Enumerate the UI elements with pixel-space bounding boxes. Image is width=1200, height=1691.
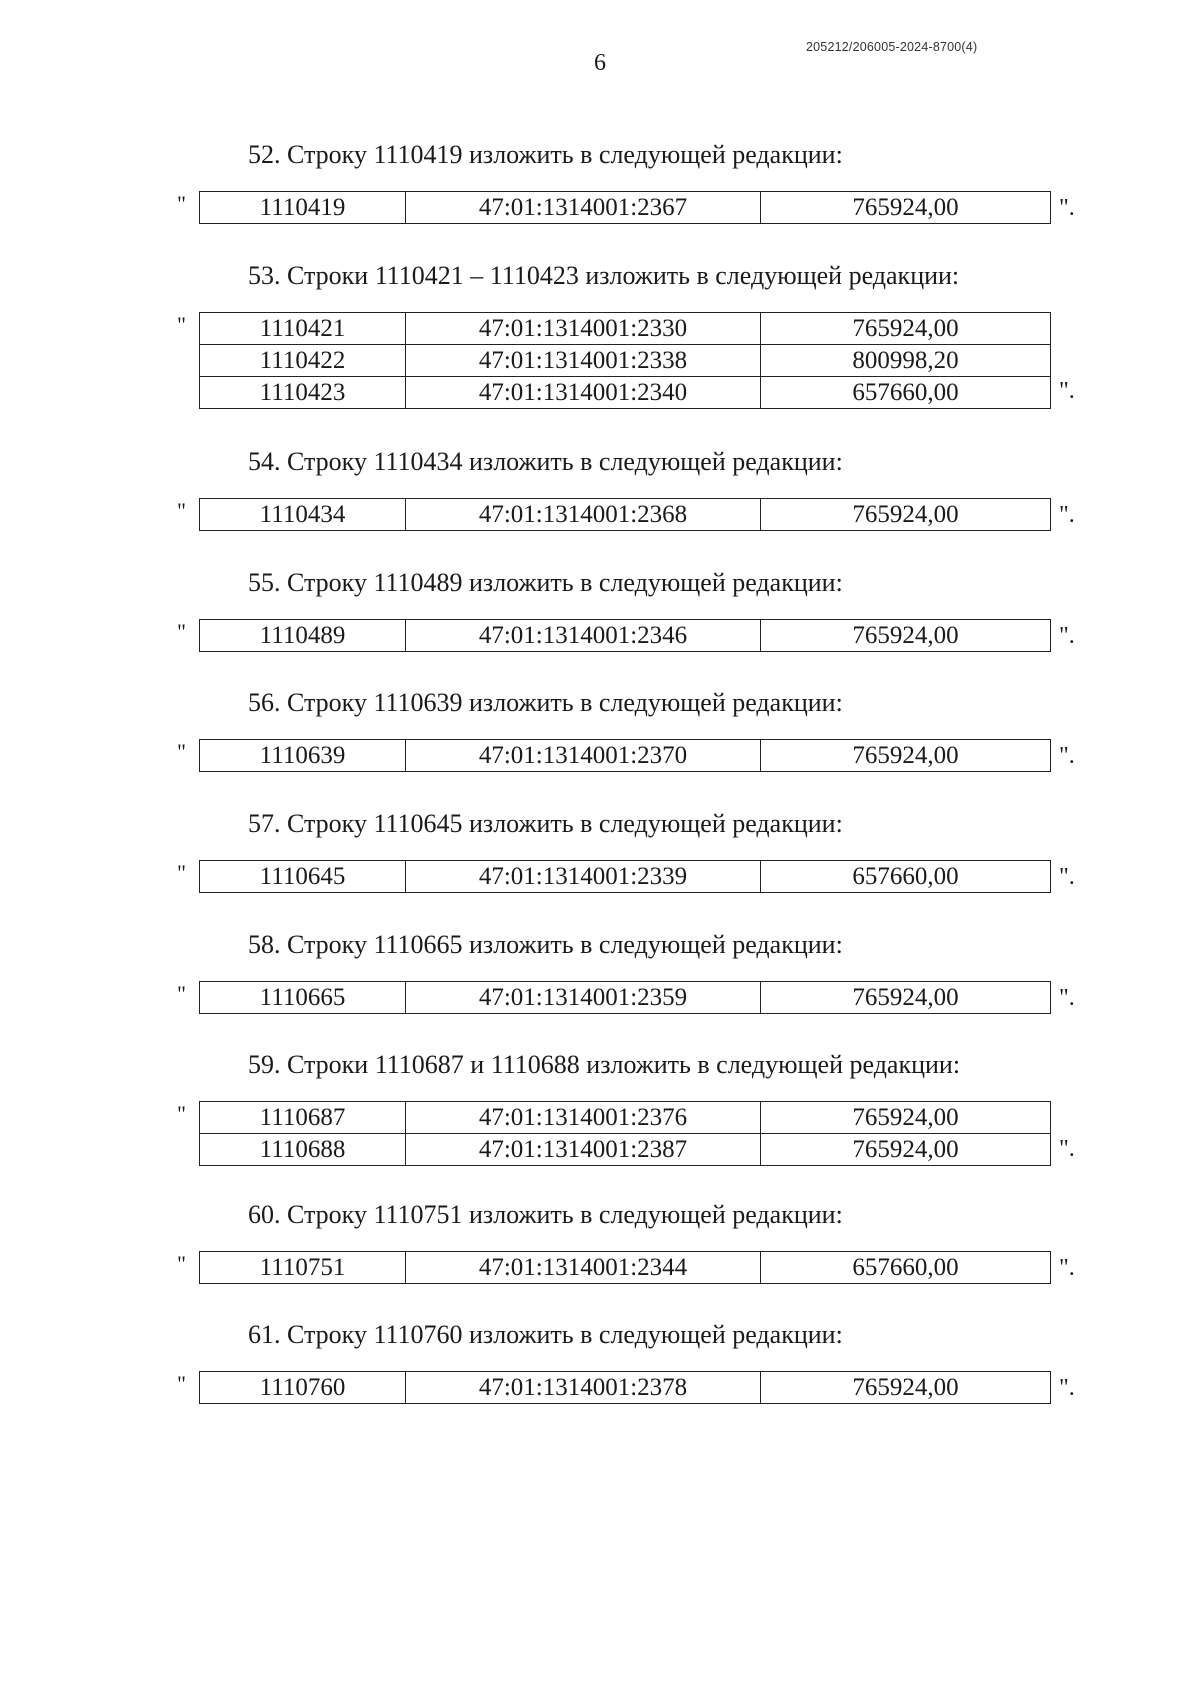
value-cell: 765924,00 [761, 313, 1051, 345]
cadastral-number-cell: 47:01:1314001:2340 [406, 377, 761, 409]
cadastral-number-cell: 47:01:1314001:2338 [406, 345, 761, 377]
row-code-cell: 1110645 [200, 861, 406, 893]
row-code-cell: 1110419 [200, 192, 406, 224]
table-row [200, 1252, 1051, 1284]
amendment-instruction: 52. Строку 1110419 изложить в следующей редакции: [248, 140, 843, 169]
table-row [200, 313, 1051, 345]
amendment-table [199, 619, 1051, 652]
closing-quote: ". [1059, 195, 1075, 221]
cadastral-number-cell: 47:01:1314001:2346 [406, 620, 761, 652]
closing-quote: ". [1059, 1255, 1075, 1281]
value-cell: 765924,00 [761, 1134, 1051, 1166]
opening-quote: " [177, 739, 186, 764]
opening-quote: " [177, 1101, 186, 1126]
opening-quote: " [177, 981, 186, 1006]
amendment-table [199, 1371, 1051, 1404]
cadastral-number-cell: 47:01:1314001:2367 [406, 192, 761, 224]
row-code-cell: 1110489 [200, 620, 406, 652]
amendment-instruction: 58. Строку 1110665 изложить в следующей редакции: [248, 930, 843, 959]
row-code-cell: 1110751 [200, 1252, 406, 1284]
opening-quote: " [177, 498, 186, 523]
closing-quote: ". [1059, 502, 1075, 528]
table-row [200, 1372, 1051, 1404]
table-row [200, 740, 1051, 772]
cadastral-number-cell: 47:01:1314001:2376 [406, 1102, 761, 1134]
amendment-instruction: 61. Строку 1110760 изложить в следующей редакции: [248, 1320, 843, 1349]
cadastral-number-cell: 47:01:1314001:2344 [406, 1252, 761, 1284]
amendment-instruction: 60. Строку 1110751 изложить в следующей редакции: [248, 1200, 843, 1229]
closing-quote: ". [1059, 864, 1075, 890]
amendment-instruction: 55. Строку 1110489 изложить в следующей редакции: [248, 568, 843, 597]
cadastral-number-cell: 47:01:1314001:2359 [406, 982, 761, 1014]
table-row [200, 499, 1051, 531]
amendment-table [199, 1101, 1051, 1166]
amendment-instruction: 53. Строки 1110421 – 1110423 изложить в следующей редакции: [248, 261, 960, 290]
table-row [200, 982, 1051, 1014]
opening-quote: " [177, 860, 186, 885]
opening-quote: " [177, 1251, 186, 1276]
amendment-table [199, 981, 1051, 1014]
closing-quote: ". [1059, 743, 1075, 769]
value-cell: 765924,00 [761, 1102, 1051, 1134]
table-row [200, 192, 1051, 224]
amendment-table [199, 312, 1051, 409]
row-code-cell: 1110760 [200, 1372, 406, 1404]
value-cell: 657660,00 [761, 861, 1051, 893]
row-code-cell: 1110423 [200, 377, 406, 409]
row-code-cell: 1110421 [200, 313, 406, 345]
value-cell: 657660,00 [761, 1252, 1051, 1284]
value-cell: 765924,00 [761, 499, 1051, 531]
table-row [200, 861, 1051, 893]
row-code-cell: 1110687 [200, 1102, 406, 1134]
table-row [200, 377, 1051, 409]
amendment-instruction: 59. Строки 1110687 и 1110688 изложить в следующей редакции: [248, 1050, 961, 1079]
cadastral-number-cell: 47:01:1314001:2378 [406, 1372, 761, 1404]
cadastral-number-cell: 47:01:1314001:2339 [406, 861, 761, 893]
value-cell: 657660,00 [761, 377, 1051, 409]
table-row [200, 1102, 1051, 1134]
closing-quote: ". [1059, 1136, 1075, 1162]
value-cell: 765924,00 [761, 982, 1051, 1014]
opening-quote: " [177, 619, 186, 644]
amendment-table [199, 739, 1051, 772]
value-cell: 765924,00 [761, 1372, 1051, 1404]
opening-quote: " [177, 191, 186, 216]
closing-quote: ". [1059, 1375, 1075, 1401]
amendment-instruction: 57. Строку 1110645 изложить в следующей редакции: [248, 809, 843, 838]
cadastral-number-cell: 47:01:1314001:2368 [406, 499, 761, 531]
row-code-cell: 1110434 [200, 499, 406, 531]
value-cell: 800998,20 [761, 345, 1051, 377]
row-code-cell: 1110688 [200, 1134, 406, 1166]
table-row [200, 345, 1051, 377]
page-number: 6 [594, 50, 606, 76]
table-row [200, 620, 1051, 652]
opening-quote: " [177, 312, 186, 337]
closing-quote: ". [1059, 378, 1075, 404]
value-cell: 765924,00 [761, 740, 1051, 772]
amendment-table [199, 498, 1051, 531]
value-cell: 765924,00 [761, 192, 1051, 224]
closing-quote: ". [1059, 623, 1075, 649]
amendment-table [199, 1251, 1051, 1284]
amendment-table [199, 860, 1051, 893]
row-code-cell: 1110665 [200, 982, 406, 1014]
row-code-cell: 1110639 [200, 740, 406, 772]
document-id: 205212/206005-2024-8700(4) [806, 40, 978, 54]
value-cell: 765924,00 [761, 620, 1051, 652]
cadastral-number-cell: 47:01:1314001:2387 [406, 1134, 761, 1166]
amendment-instruction: 54. Строку 1110434 изложить в следующей редакции: [248, 447, 843, 476]
opening-quote: " [177, 1371, 186, 1396]
amendment-instruction: 56. Строку 1110639 изложить в следующей редакции: [248, 688, 843, 717]
amendment-table [199, 191, 1051, 224]
cadastral-number-cell: 47:01:1314001:2330 [406, 313, 761, 345]
row-code-cell: 1110422 [200, 345, 406, 377]
table-row [200, 1134, 1051, 1166]
cadastral-number-cell: 47:01:1314001:2370 [406, 740, 761, 772]
closing-quote: ". [1059, 985, 1075, 1011]
